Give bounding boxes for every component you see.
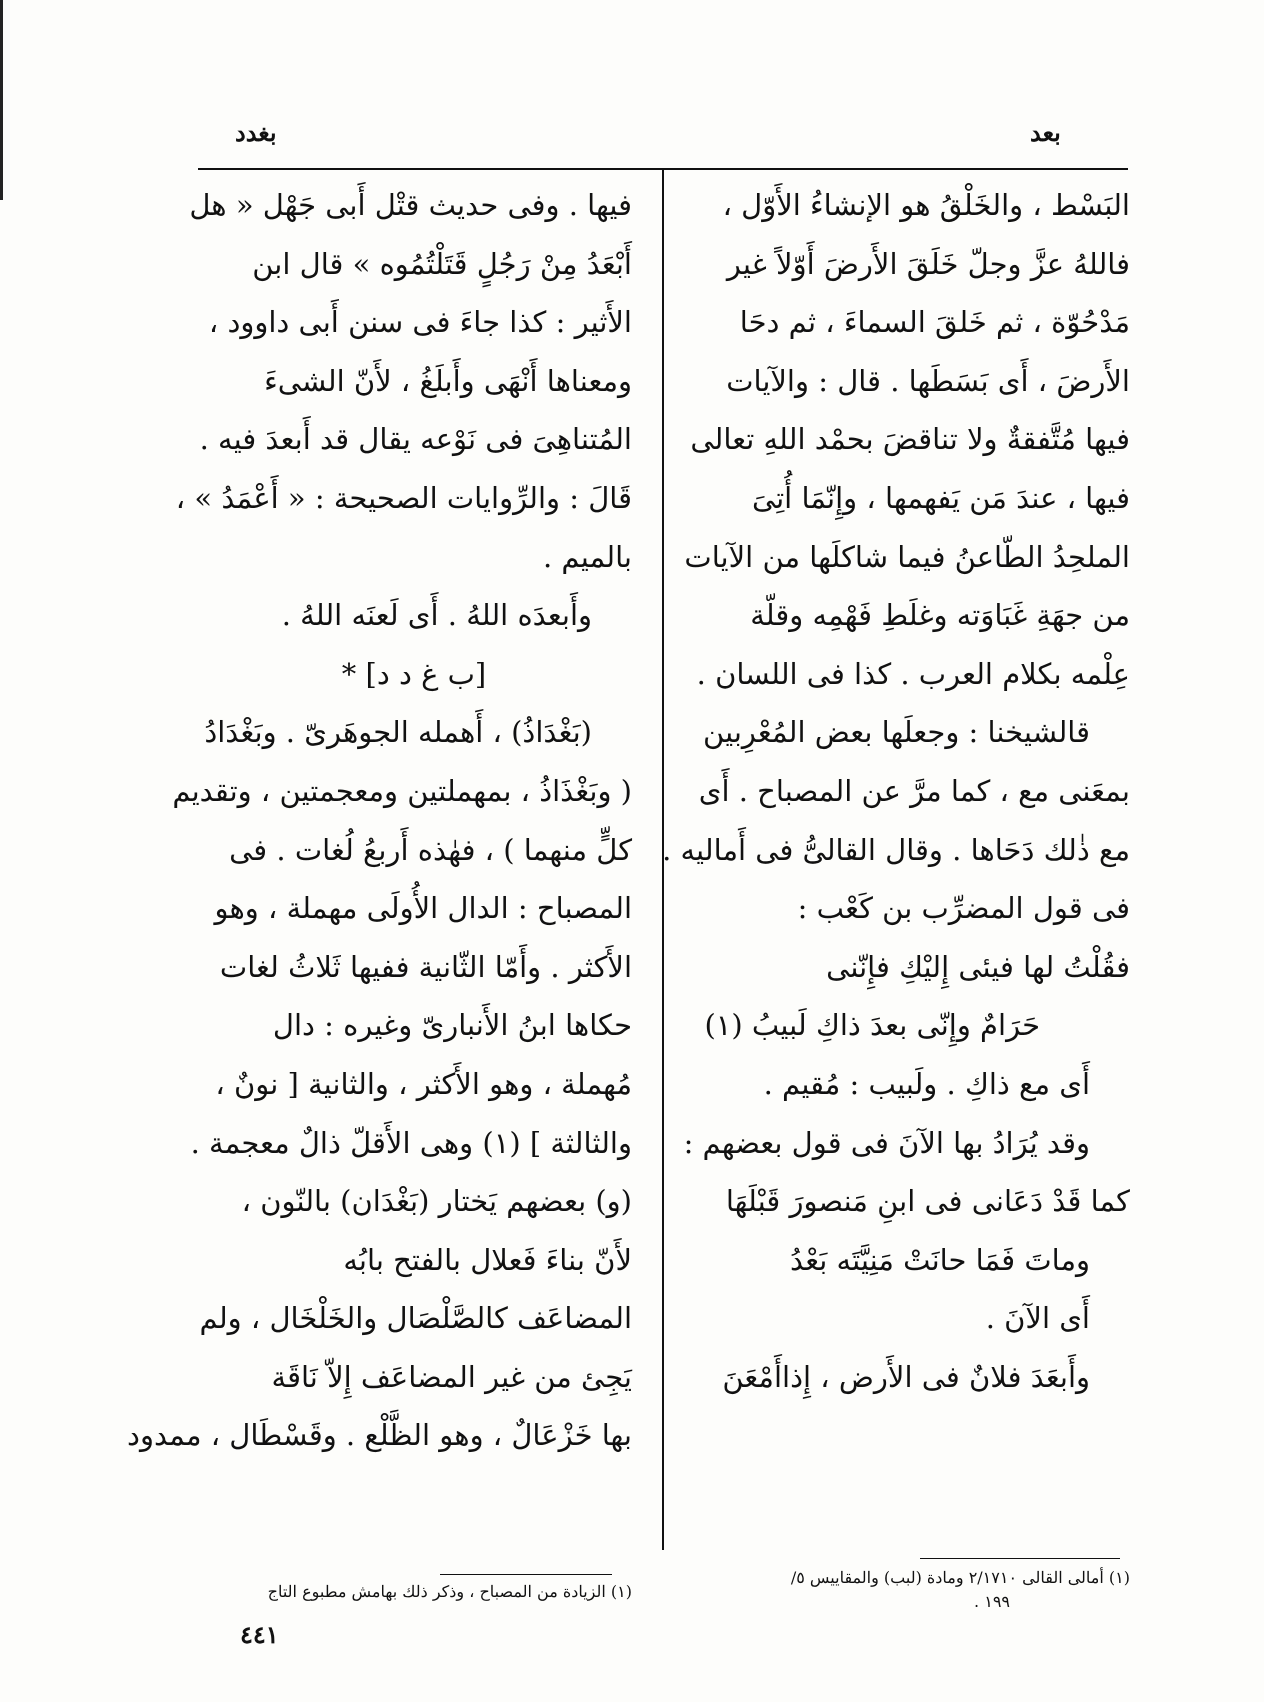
text-line: وقد يُرَادُ بها الآنَ فى قول بعضهم : (683, 1125, 1090, 1160)
text-line: ( وبَغْذَاذُ ، بمهملتين ومعجمتين ، وتقديم (172, 773, 632, 808)
verse-line: كما قَدْ دَعَانى فى ابنِ مَنصورَ قَبْلَهَا (725, 1184, 1130, 1219)
text-line: مع ذٰلك دَحَاها . وقال القالىُّ فى أَماليه . (662, 832, 1130, 867)
entry-heading: [ب غ د د] * (341, 656, 487, 691)
text-line: بمعَنى مع ، كما مرَّ عن المصباح . أَى (698, 773, 1130, 808)
text-line: وأَبعدَه اللهُ . أَى لَعنَه اللهُ . (281, 598, 592, 633)
text-line: مُهملة ، وهو الأَكثر ، والثانية [ نونٌ ، (215, 1066, 632, 1101)
text-line: يَجِئ من غير المضاعَف إِلاّ نَاقَة (271, 1359, 632, 1394)
text-line: ومعناها أَنْهَى وأَبلَغُ ، لأَنّ الشىءَ (264, 363, 632, 398)
footnote-right (700, 1566, 1130, 1614)
text-line: المصباح : الدال الأُولَى مهملة ، وهو (214, 891, 632, 926)
text-line: الأَكثر . وأَمّا الثّانية ففيها ثَلاثُ لغات (219, 949, 632, 984)
left-column (127, 176, 632, 1465)
text-line: فيها ، عندَ مَن يَفهمها ، وإِنّمَا أُتِىَ (751, 480, 1130, 515)
footnote-rule-left (440, 1574, 612, 1575)
text-line: (بَغْدَاذُ) ، أَهمله الجوهَرىّ . وبَغْدَادُ (204, 715, 592, 750)
text-line: قَالَ : والرِّوايات الصحيحة : « أَعْمَدُ » ، (175, 480, 632, 515)
text-line: حكاها ابنُ الأَنبارىّ وغيره : دال (272, 1008, 632, 1043)
text-line: فى قول المضرِّب بن كَعْب : (797, 891, 1130, 926)
footnote-rule-right (920, 1558, 1120, 1559)
text-line: الأَثير : كذا جاءَ فى سنن أَبى داوود ، (208, 305, 632, 340)
text-line: عِلْمه بكلام العرب . كذا فى اللسان . (696, 656, 1130, 691)
text-line: وأَبعَدَ فلانٌ فى الأَرض ، إِذاأَمْعَنَ (722, 1359, 1090, 1394)
footnote-line: (١) أمالى القالى ٢/١٧١٠ ومادة (لبب) والمقاييس ٥/ (790, 1568, 1130, 1587)
header-left-word: بغدد (235, 118, 277, 147)
right-column (662, 176, 1130, 1406)
text-line: من جهَةِ غَبَاوَته وغلَطِ فَهْمِه وقلّة (750, 598, 1130, 633)
text-line: بها خَزْعَالٌ ، وهو الظَّلْع . وقَسْطَال ، ممدود (127, 1418, 632, 1453)
text-line: مَدْحُوّة ، ثم خَلقَ السماءَ ، ثم دحَا (739, 305, 1130, 340)
text-line: لأَنّ بناءَ فَعلال بالفتح بابُه (343, 1242, 632, 1277)
text-line: بالميم . (543, 539, 632, 574)
text-line: فاللهُ عزَّ وجلّ خَلَقَ الأَرضَ أَوّلاً غير (726, 246, 1130, 281)
page-number: ٤٤١ (240, 1620, 279, 1649)
text-line: الملحِدُ الطّاعنُ فيما شاكلَها من الآيات (684, 539, 1130, 574)
verse-line: فقُلْتُ لها فيئى إِليْكِ فإِنّنى (826, 949, 1130, 984)
text-line: (و) بعضهم يَختار (بَغْدَان) بالنّون ، (241, 1184, 632, 1219)
text-line: كلٍّ منهما ) ، فهٰذه أَربعُ لُغات . فى (229, 832, 632, 867)
text-line: البَسْط ، والخَلْقُ هو الإنشاءُ الأَوّل ، (722, 188, 1130, 222)
verse-line: وماتَ فَمَا حانَتْ مَنِيَّتَه بَعْدُ (790, 1242, 1090, 1277)
header-right-word: بعد (1030, 118, 1061, 147)
footnote-line: ١٩٩ . (974, 1592, 1010, 1611)
text-line: الأَرضَ ، أَى بَسَطَها . قال : والآيات (726, 363, 1130, 398)
page-edge (0, 0, 3, 200)
text-line: فيها . وفى حديث قتْل أَبى جَهْل « هل (189, 188, 632, 222)
footnote-left: (١) الزيادة من المصباح ، وذكر ذلك بهامش مطبوع التاج (267, 1582, 632, 1601)
text-line: والثالثة ] (١) وهى الأَقلّ ذالٌ معجمة . (190, 1125, 632, 1160)
text-line: أَى الآنَ . (985, 1301, 1090, 1336)
text-line: فيها مُتَّفقةٌ ولا تناقضَ بحمْد اللهِ تعالى (690, 422, 1130, 457)
text-line: المضاعَف كالصَّلْصَال والخَلْخَال ، ولم (199, 1301, 632, 1336)
text-line: أَبْعَدُ مِنْ رَجُلٍ قَتَلْتُمُوه » قال ابن (252, 246, 632, 281)
verse-line: حَرَامٌ وإِنّى بعدَ ذاكِ لَبيبُ (١) (704, 1008, 1040, 1043)
text-line: المُتناهِىَ فى نَوْعه يقال قد أَبعدَ فيه . (199, 422, 632, 457)
text-line: أَى مع ذاكِ . ولَبيب : مُقيم . (763, 1066, 1090, 1101)
text-line: قالشيخنا : وجعلَها بعض المُعْرِبين (703, 715, 1090, 750)
